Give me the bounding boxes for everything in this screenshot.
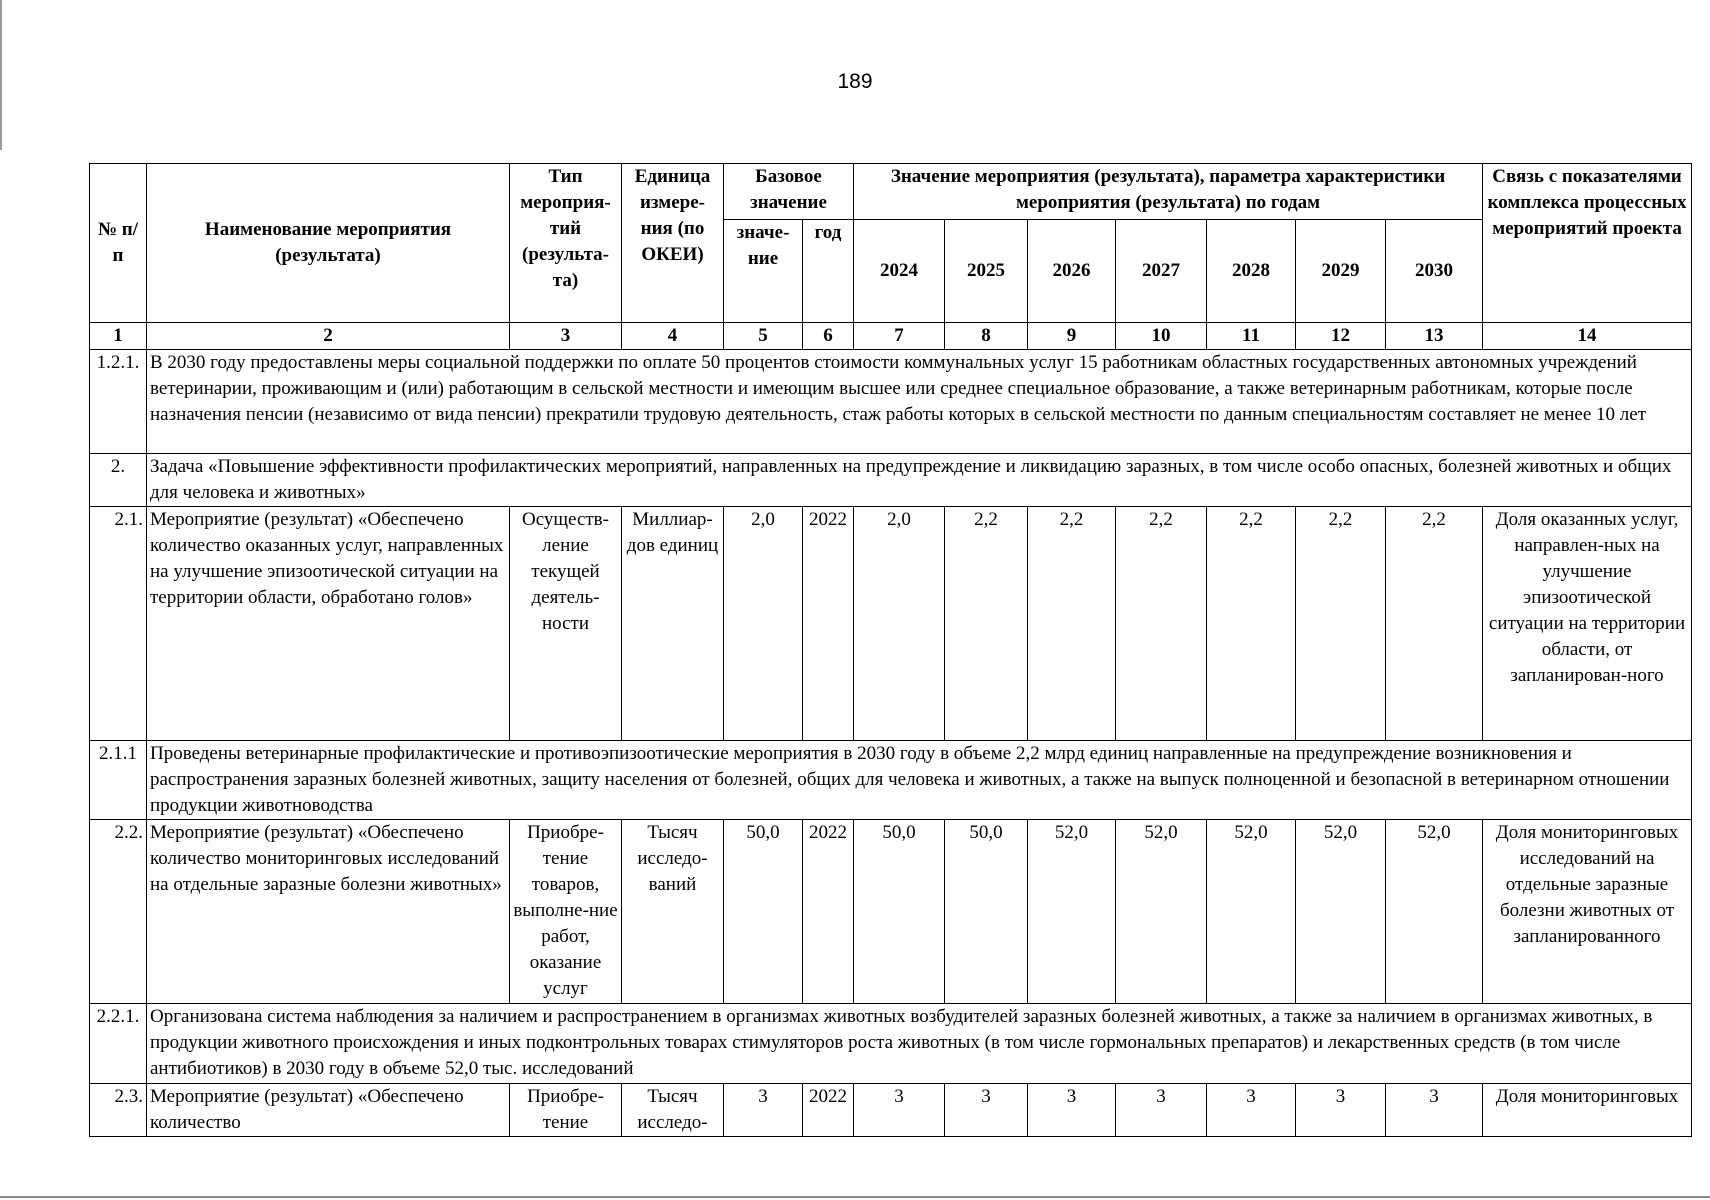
row-description: Проведены ветеринарные профилактические и противоэпизоотические мероприятия в 2030 году в объеме 2,2 млрд единиц направленные на предупреждение возникновения и распространения заразных болезней животных, защиту населения от болезней, общих для человека и животных, а также на выпуск полноценной и безопасной в ветеринарном отношении продукции животноводства [147,741,1692,820]
row-description: В 2030 году предоставлены меры социальной поддержки по оплате 50 процентов стоимости коммунальных услуг 15 работникам областных государственных автономных учреждений ветеринарии, проживающим и (или) работающим в сельской местности и имеющим высшее или среднее специальное образование, а также ветеринарным работникам, которые после назначения пенсии (независимо от вида пенсии) прекратили трудовую деятельность, стаж работы которых в сельской местности по данным специальностям составляет не менее 10 лет [147,350,1692,454]
column-number: 6 [803,323,854,350]
indicator-link: Доля мониторинговых исследований на отдельные заразные болезни животных от запланированного [1483,820,1692,1004]
table-row [90,507,1692,741]
measure-name: Мероприятие (результат) «Обеспечено количество [147,1084,510,1137]
table-row [90,741,1692,820]
indicator-link: Доля мониторинговых [1483,1084,1692,1137]
column-number: 1 [90,323,147,350]
year-value: 50,0 [854,820,945,1004]
year-value: 3 [1116,1084,1207,1137]
base-value: 3 [724,1084,803,1137]
base-year: 2022 [803,1084,854,1137]
row-number: 2.1. [90,507,147,741]
column-number-row [90,323,1692,350]
measure-name: Мероприятие (результат) «Обеспечено количество оказанных услуг, направленных на улучшение эпизоотической ситуации на территории области, обработано голов» [147,507,510,741]
measure-type: Осуществ-ление текущей деятель-ности [510,507,622,741]
header-type: Тип мероприя-тий (результа-та) [510,164,622,323]
header-base: Базовое значение [724,164,854,220]
column-number: 12 [1296,323,1386,350]
base-year: 2022 [803,820,854,1004]
year-value: 2,2 [1116,507,1207,741]
header-base-year: год [803,220,854,323]
year-value: 50,0 [945,820,1028,1004]
header-unit: Единица измере-ния (по ОКЕИ) [622,164,724,323]
task-description: Задача «Повышение эффективности профилактических мероприятий, направленных на предупреждение и ликвидацию заразных, в том числе особо опасных, болезней животных и общих для человека и животных» [147,454,1692,507]
column-number: 5 [724,323,803,350]
header-num: № п/п [90,164,147,323]
column-number: 13 [1386,323,1483,350]
measure-unit: Тысяч исследо-ваний [622,820,724,1004]
year-value: 3 [1207,1084,1296,1137]
base-value: 2,0 [724,507,803,741]
header-year: 2030 [1386,220,1483,323]
row-number: 2.1.1 [90,741,147,820]
measure-type: Приобре-тение [510,1084,622,1137]
header-base-value: значе-ние [724,220,803,323]
year-value: 52,0 [1028,820,1116,1004]
indicator-link: Доля оказанных услуг, направлен-ных на улучшение эпизоотической ситуации на территории области, от запланирован-ного [1483,507,1692,741]
column-number: 14 [1483,323,1692,350]
base-value: 50,0 [724,820,803,1004]
column-number: 4 [622,323,724,350]
column-number: 7 [854,323,945,350]
year-value: 3 [1386,1084,1483,1137]
table-row [90,820,1692,1004]
page-number: 189 [837,70,873,93]
year-value: 3 [1296,1084,1386,1137]
column-number: 2 [147,323,510,350]
year-value: 3 [854,1084,945,1137]
column-number: 11 [1207,323,1296,350]
table-row [90,454,1692,507]
measures-table [89,163,1692,1137]
year-value: 52,0 [1116,820,1207,1004]
year-value: 3 [1028,1084,1116,1137]
header-year: 2027 [1116,220,1207,323]
year-value: 52,0 [1386,820,1483,1004]
year-value: 2,2 [1028,507,1116,741]
page-bottom-edge [0,1196,1710,1198]
row-number: 2. [90,454,147,507]
measure-type: Приобре-тение товаров, выполне-ние работ, оказание услуг [510,820,622,1004]
table-row [90,1004,1692,1084]
header-year: 2024 [854,220,945,323]
year-value: 2,2 [1207,507,1296,741]
table-row [90,1084,1692,1137]
row-number: 2.2. [90,820,147,1004]
header-year: 2026 [1028,220,1116,323]
header-year: 2025 [945,220,1028,323]
year-value: 2,2 [1386,507,1483,741]
column-number: 9 [1028,323,1116,350]
header-year: 2029 [1296,220,1386,323]
base-year: 2022 [803,507,854,741]
row-description: Организована система наблюдения за наличием и распространением в организмах животных возбудителей заразных болезней животных, а также за наличием в организмах животных, в продукции животного происхождения и иных подконтрольных товарах стимуляторов роста животных (в том числе гормональных препаратов) и лекарственных средств (в том числе антибиотиков) в 2030 году в объеме 52,0 тыс. исследований [147,1004,1692,1084]
year-value: 2,0 [854,507,945,741]
table-row [90,350,1692,454]
header-year: 2028 [1207,220,1296,323]
header-values-group: Значение мероприятия (результата), параметра характеристики мероприятия (результата) по годам [854,164,1483,220]
column-number: 8 [945,323,1028,350]
header-name: Наименование мероприятия (результата) [147,164,510,323]
year-value: 2,2 [1296,507,1386,741]
year-value: 2,2 [945,507,1028,741]
year-value: 52,0 [1207,820,1296,1004]
column-number: 10 [1116,323,1207,350]
measure-unit: Тысяч исследо- [622,1084,724,1137]
year-value: 52,0 [1296,820,1386,1004]
row-number: 2.2.1. [90,1004,147,1084]
row-number: 1.2.1. [90,350,147,454]
year-value: 3 [945,1084,1028,1137]
measure-name: Мероприятие (результат) «Обеспечено количество мониторинговых исследований на отдельные заразные болезни животных» [147,820,510,1004]
row-number: 2.3. [90,1084,147,1137]
measure-unit: Миллиар-дов единиц [622,507,724,741]
header-link: Связь с показателями комплекса процессных мероприятий проекта [1483,164,1692,323]
column-number: 3 [510,323,622,350]
